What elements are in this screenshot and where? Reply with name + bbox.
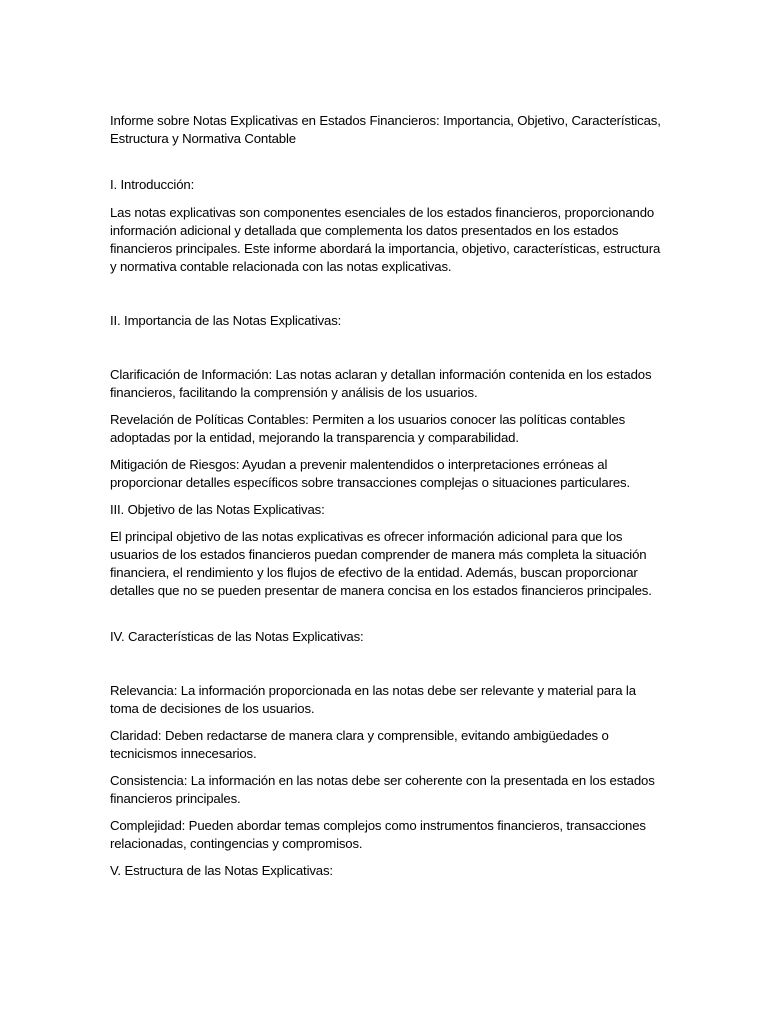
section-heading-objetivo: III. Objetivo de las Notas Explicativas: [110, 502, 325, 517]
importancia-item: Mitigación de Riesgos: Ayudan a prevenir malentendidos o interpretaciones erróneas al proporcionar detalles específicos sobre transacciones complejas o situaciones particulares. [110, 457, 630, 490]
caracteristicas-item: Claridad: Deben redactarse de manera clara y comprensible, evitando ambigüedades o tecnicismos innecesarios. [110, 728, 609, 761]
document-title: Informe sobre Notas Explicativas en Estados Financieros: Importancia, Objetivo, Características, Estructura y Normativa Contable [110, 113, 661, 146]
importancia-item: Revelación de Políticas Contables: Permiten a los usuarios conocer las políticas contables adoptadas por la entidad, mejorando la transparencia y comparabilidad. [110, 412, 626, 445]
caracteristicas-item: Relevancia: La información proporcionada en las notas debe ser relevante y material para la toma de decisiones de los usuarios. [110, 683, 636, 716]
objetivo-paragraph: El principal objetivo de las notas explicativas es ofrecer información adicional para que los usuarios de los estados financieros puedan comprender de manera más completa la situación financiera, el rendimiento y los flujos de efectivo de la entidad. Además, buscan proporcionar detalles que no se pueden presentar de manera concisa en los estados financieros principales. [110, 529, 652, 598]
importancia-item: Clarificación de Información: Las notas aclaran y detallan información contenida en los estados financieros, facilitando la comprensión y análisis de los usuarios. [110, 367, 652, 400]
section-heading-caracteristicas: IV. Características de las Notas Explicativas: [110, 629, 364, 644]
caracteristicas-item: Consistencia: La información en las notas debe ser coherente con la presentada en los estados financieros principales. [110, 773, 655, 806]
introduccion-paragraph: Las notas explicativas son componentes esenciales de los estados financieros, proporcionando información adicional y detallada que complementa los datos presentados en los estados financieros principales. Este informe abordará la importancia, objetivo, características, estructura y normativa contable relacionada con las notas explicativas. [110, 205, 661, 274]
document-body [110, 112, 662, 880]
section-heading-importancia: II. Importancia de las Notas Explicativas: [110, 313, 342, 328]
section-heading-estructura: V. Estructura de las Notas Explicativas: [110, 863, 333, 878]
caracteristicas-item: Complejidad: Pueden abordar temas complejos como instrumentos financieros, transacciones relacionadas, contingencias y compromisos. [110, 818, 646, 851]
section-heading-introduccion: I. Introducción: [110, 177, 195, 192]
